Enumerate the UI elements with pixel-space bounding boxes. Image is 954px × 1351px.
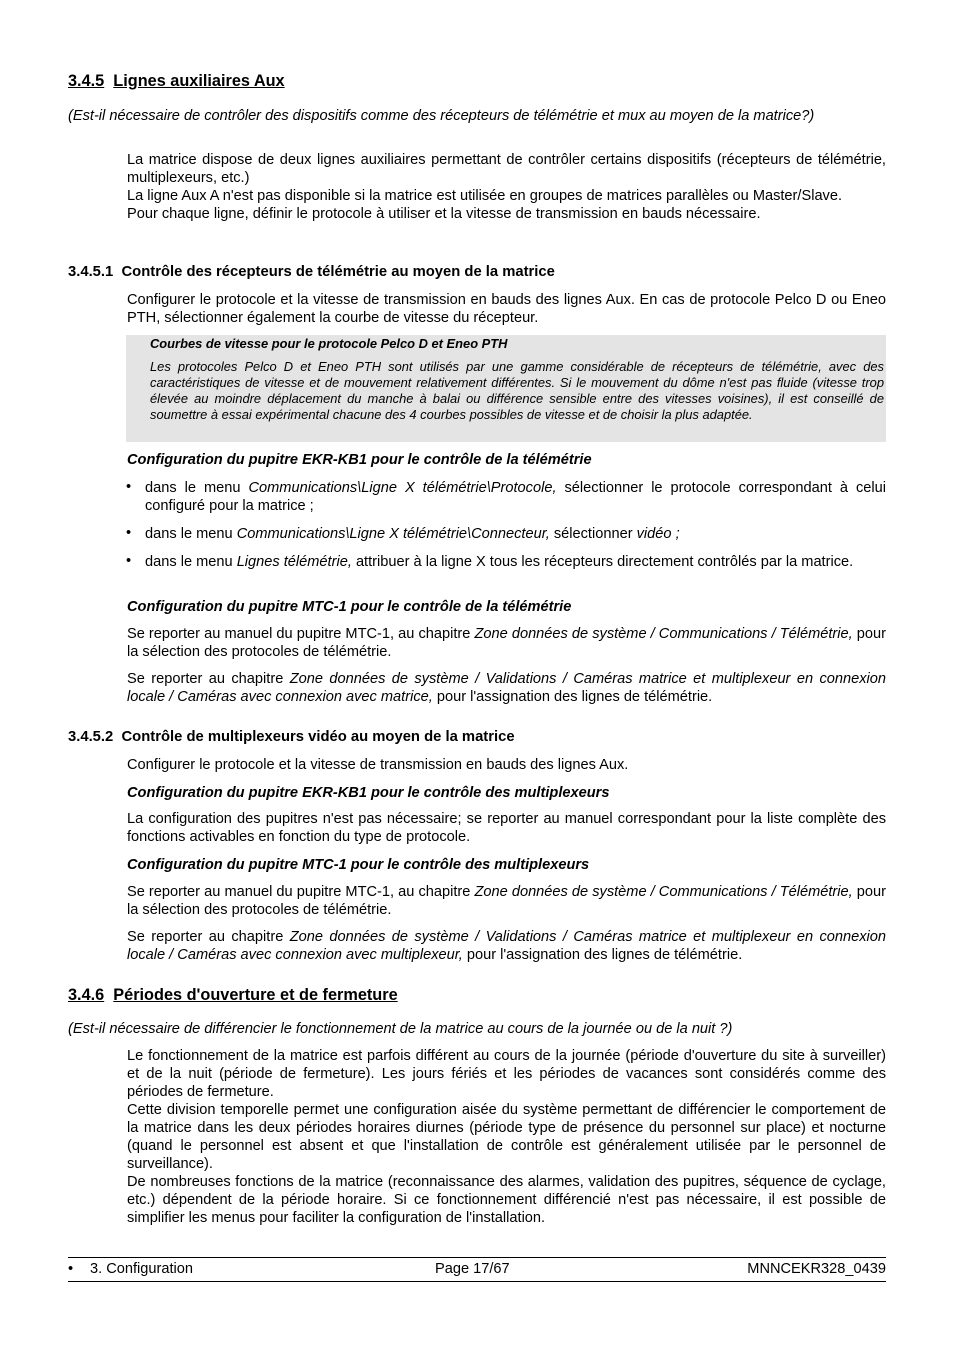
- chapter-path: Zone données de système / Communications / Télémétrie,: [474, 626, 853, 642]
- paragraph-line: La matrice dispose de deux lignes auxiliaires permettant de contrôler certains dispositifs (récepteurs de télémétrie, multiplexeurs, etc.): [127, 152, 886, 186]
- bullet-icon: •: [126, 525, 132, 541]
- text: Se reporter au chapitre: [127, 929, 290, 945]
- text: dans le menu: [145, 526, 237, 542]
- paragraph: [127, 151, 886, 223]
- section-title: Périodes d'ouverture et de fermeture: [113, 986, 398, 1004]
- list-item: [126, 553, 886, 571]
- note-title: Courbes de vitesse pour le protocole Pelco D et Eneo PTH: [150, 336, 508, 351]
- paragraph: [127, 625, 886, 661]
- text: pour l'assignation des lignes de télémétrie.: [432, 689, 713, 705]
- subsection-title: Contrôle de multiplexeurs vidéo au moyen de la matrice: [121, 729, 515, 745]
- list-item: [126, 479, 886, 515]
- subsection-number: 3.4.5.2: [68, 729, 114, 745]
- footer-rule-top: [68, 1257, 886, 1258]
- paragraph: [127, 670, 886, 706]
- paragraph-line: La ligne Aux A n'est pas disponible si la matrice est utilisée en groupes de matrices parallèles ou Master/Slave.: [127, 188, 843, 204]
- subsection-heading-3-4-5-2: [68, 728, 515, 746]
- subheading-mtc1-mux: Configuration du pupitre MTC-1 pour le contrôle des multiplexeurs: [127, 857, 590, 873]
- option-value: vidéo ;: [636, 526, 680, 542]
- bullet-icon: •: [126, 479, 132, 495]
- text: sélectionner le protocole correspondant à celui configuré pour la matrice ;: [145, 480, 886, 514]
- subsection-heading-3-4-5-1: [68, 263, 555, 281]
- paragraph-line: Pour chaque ligne, définir le protocole à utiliser et la vitesse de transmission en bauds nécessaire.: [127, 206, 761, 222]
- paragraph: La configuration des pupitres n'est pas nécessaire; se reporter au manuel correspondant pour la liste complète des fonctions activables en fonction du type de protocole.: [127, 811, 886, 845]
- chapter-path: Zone données de système / Validations / Caméras matrice et multiplexeur en connexion locale / Caméras avec connexion avec matrice,: [127, 671, 886, 705]
- menu-path: Communications\Ligne X télémétrie\Connecteur,: [236, 526, 550, 542]
- section-number: 3.4.6: [68, 986, 105, 1004]
- note-body: Les protocoles Pelco D et Eneo PTH sont utilisés par une gamme considérable de récepteurs de télémétrie, avec des caractéristiques de vitesse et de mouvement relativement différentes. Si le mouvement du dôme n'est pas fluide (vitesse trop élevée au moindre déplacement du manche à balai ou différence sensible entre des vitesses voisines), il est conseillé de soumettre à essai expérimental chacune des 4 courbes possibles de vitesse et de choisir la plus adaptée.: [150, 359, 884, 422]
- chapter-path: Zone données de système / Validations / Caméras matrice et multiplexeur en connexion locale / Caméras avec connexion avec multiplexeur,: [127, 929, 886, 963]
- subheading-kb1-mux: Configuration du pupitre EKR-KB1 pour le contrôle des multiplexeurs: [127, 785, 610, 801]
- footer-rule-bottom: [68, 1281, 886, 1282]
- text: attribuer à la ligne X tous les récepteurs directement contrôlés par la matrice.: [351, 554, 854, 570]
- subsection-number: 3.4.5.1: [68, 264, 114, 280]
- text: Se reporter au chapitre: [127, 671, 290, 687]
- text: pour la sélection des protocoles de télémétrie.: [127, 626, 886, 660]
- page-footer: [68, 1260, 886, 1280]
- paragraph: [127, 883, 886, 919]
- section-title: Lignes auxiliaires Aux: [113, 72, 285, 90]
- paragraph: [127, 1047, 886, 1227]
- footer-bullet: •: [68, 1261, 74, 1277]
- section-question: (Est-il nécessaire de différencier le fonctionnement de la matrice au cours de la journée ou de la nuit ?): [68, 1021, 733, 1037]
- text: pour la sélection des protocoles de télémétrie.: [127, 884, 886, 918]
- text: Se reporter au manuel du pupitre MTC-1, au chapitre: [127, 626, 475, 642]
- paragraph: Configurer le protocole et la vitesse de transmission en bauds des lignes Aux. En cas de protocole Pelco D ou Eneo PTH, sélectionner également la courbe de vitesse du récepteur.: [127, 292, 886, 326]
- paragraph-line: Cette division temporelle permet une configuration aisée du système permettant de différencier le comportement de la matrice dans les deux périodes horaires diurnes (période type de présence du personnel sur place) et nocturne (quand le personnel est absent et que l'installation de contrôle est généralement utilisée par le personnel de surveillance).: [127, 1102, 886, 1172]
- list-item: [126, 525, 886, 543]
- paragraph: Configurer le protocole et la vitesse de transmission en bauds des lignes Aux.: [127, 757, 629, 773]
- paragraph: [127, 928, 886, 964]
- subsection-title: Contrôle des récepteurs de télémétrie au moyen de la matrice: [121, 264, 555, 280]
- footer-page-number: Page 17/67: [435, 1261, 510, 1277]
- footer-chapter: 3. Configuration: [90, 1261, 194, 1277]
- section-question: (Est-il nécessaire de contrôler des dispositifs comme des récepteurs de télémétrie et mux au moyen de la matrice?): [68, 108, 815, 124]
- text: Se reporter au manuel du pupitre MTC-1, au chapitre: [127, 884, 475, 900]
- text: pour l'assignation des lignes de télémétrie.: [462, 947, 743, 963]
- subheading-kb1-telemetry: Configuration du pupitre EKR-KB1 pour le contrôle de la télémétrie: [127, 452, 592, 468]
- text: dans le menu: [145, 554, 237, 570]
- section-heading-3-4-6: [68, 986, 398, 1004]
- text: dans le menu: [145, 480, 249, 496]
- section-heading-3-4-5: [68, 72, 285, 90]
- paragraph-line: De nombreuses fonctions de la matrice (reconnaissance des alarmes, validation des pupitres, séquence de cyclage, etc.) dépendent de la période horaire. Si ce fonctionnement différencié n'est pas nécessaire, il est possible de simplifier les menus pour faciliter la configuration de l'installation.: [127, 1174, 886, 1226]
- text: sélectionner: [549, 526, 637, 542]
- menu-path: Lignes télémétrie,: [236, 554, 352, 570]
- menu-path: Communications\Ligne X télémétrie\Protocole,: [248, 480, 557, 496]
- subheading-mtc1-telemetry: Configuration du pupitre MTC-1 pour le contrôle de la télémétrie: [127, 599, 572, 615]
- paragraph-line: Le fonctionnement de la matrice est parfois différent au cours de la journée (période d'ouverture du site à surveiller) et de la nuit (période de fermeture). Les jours fériés et les périodes de vacances sont considérés comme des périodes de fermeture.: [127, 1048, 886, 1100]
- footer-document-id: MNNCEKR328_0439: [747, 1261, 886, 1277]
- chapter-path: Zone données de système / Communications / Télémétrie,: [474, 884, 853, 900]
- note-box: [126, 335, 886, 442]
- section-number: 3.4.5: [68, 72, 105, 90]
- bullet-icon: •: [126, 553, 132, 569]
